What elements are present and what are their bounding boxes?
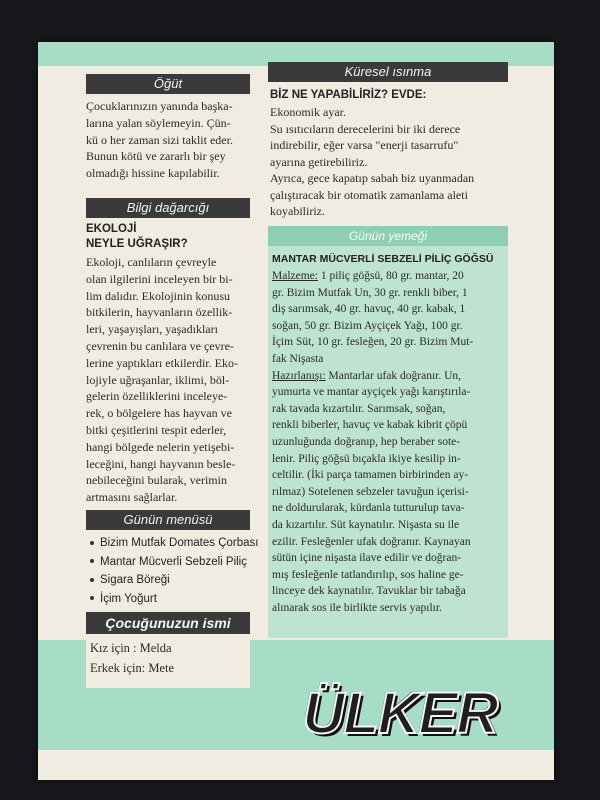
list-item bbox=[90, 553, 260, 572]
list-item bbox=[90, 534, 260, 553]
text-line bbox=[272, 368, 508, 385]
recipe-text bbox=[272, 268, 508, 616]
bullet-icon bbox=[90, 541, 94, 545]
kuresel-subtitle: BİZ NE YAPABİLİRİZ? EVDE: bbox=[270, 89, 427, 101]
text-line: bitkilerin, hayvanların özellik- bbox=[86, 305, 233, 320]
text-line: Ayrıca, gece kapatıp sabah biz uyanmadan bbox=[270, 171, 475, 185]
text-line-rest: Mantarlar ufak doğranır. Un, bbox=[325, 369, 462, 382]
menu-header: Günün menüsü bbox=[86, 510, 250, 530]
text-line: Çocuklarınızın yanında başka- bbox=[86, 99, 233, 113]
names-text bbox=[90, 638, 246, 678]
text-line: lenir. Piliç göğsü bıçakla ikiye kesilip in- bbox=[272, 452, 461, 465]
text-line: soğan, 50 gr. Bizim Ayçiçek Yağı, 100 gr. bbox=[272, 319, 463, 332]
text-line: hangi bölgede nelerin yetişebi- bbox=[86, 439, 235, 454]
bilgi-title-1: EKOLOJİ bbox=[86, 223, 137, 235]
bullet-icon bbox=[90, 578, 94, 582]
text-line: olmadığı hissine kapılabilir. bbox=[86, 166, 220, 181]
text-line: Ekoloji, canlıların çevreyle bbox=[86, 255, 217, 269]
text-line: da kızartılır. Süt kaynatılır. Nişasta su ile bbox=[272, 518, 460, 531]
yemek-header: Günün yemeği bbox=[268, 226, 508, 246]
text-line: lim dalıdır. Ekolojinin konusu bbox=[86, 288, 230, 303]
text-line: çevrenin bu canlılara ve çevre- bbox=[86, 338, 234, 353]
menu-list bbox=[90, 534, 260, 608]
text-line: gr. Bizim Mutfak Un, 30 gr. renkli biber, 1 bbox=[272, 286, 468, 299]
text-line: uzunluğunda doğranıp, hep beraber sote- bbox=[272, 435, 461, 448]
text-line: İçim Süt, 10 gr. fesleğen, 20 gr. Bizim Mut- bbox=[272, 336, 474, 349]
bullet-icon bbox=[90, 596, 94, 600]
text-line: indirebilir, eğer varsa "enerji tasarrufu" bbox=[270, 138, 459, 152]
recipe-card bbox=[38, 42, 554, 780]
malzeme-label: Malzeme: bbox=[272, 270, 318, 282]
text-line: ne doldurularak, kürdanla tutturulup tava- bbox=[272, 502, 465, 515]
text-line: kü o her zaman sizi taklit eder. bbox=[86, 132, 233, 147]
bilgi-title-2: NEYLE UĞRAŞIR? bbox=[86, 238, 188, 250]
hazirlanisi-label: Hazırlanışı: bbox=[272, 369, 326, 382]
text-line: sütün içine nişasta ilave edilir ve doğran- bbox=[272, 552, 462, 565]
text-line: linceye dek kaynatılır. Tavuklar bir tabağa bbox=[272, 585, 466, 598]
bullet-icon bbox=[90, 559, 94, 563]
text-line: çalıştıracak bir otomatik zamanlama aleti bbox=[270, 187, 468, 202]
text-line: ezilir. Fesleğenler ufak doğranır. Kaynayan bbox=[272, 535, 471, 548]
ulker-logo bbox=[286, 682, 514, 746]
text-line: leri, yaşayışları, yaşadıkları bbox=[86, 322, 218, 337]
text-line: lerine yaptıkları etkilerdir. Eko- bbox=[86, 355, 238, 370]
text-line-rest: 1 piliç göğsü, 80 gr. mantar, 20 bbox=[317, 270, 464, 282]
names-box bbox=[86, 634, 250, 688]
text-line: rak tavada kızartılır. Sarımsak, soğan, bbox=[272, 402, 446, 415]
text-line: gelerin özelliklerini inceleye- bbox=[86, 389, 228, 404]
text-line: rek, o bölgelere has hayvan ve bbox=[86, 406, 232, 421]
menu-item-label: Bizim Mutfak Domates Çorbası bbox=[100, 537, 259, 549]
isim-header: Çocuğunuzun ismi bbox=[86, 612, 250, 634]
menu-item-label: İçim Yoğurt bbox=[100, 592, 157, 605]
menu-item-label: Sigara Böreği bbox=[100, 574, 170, 586]
text-line: Su ısıtıcıların derecelerini bir iki derece bbox=[270, 121, 461, 136]
text-line: olan ilgilerini inceleyen bir bi- bbox=[86, 271, 233, 286]
bilgi-text bbox=[86, 254, 250, 506]
text-line: artmasını sağlarlar. bbox=[86, 490, 178, 505]
text-line: ayarına getirebiliriz. bbox=[270, 154, 368, 169]
text-line bbox=[272, 268, 508, 285]
list-item bbox=[90, 571, 260, 590]
logo-text: ÜLKER bbox=[302, 681, 498, 746]
text-line: Bunun kötü ve zararlı bir şey bbox=[86, 149, 226, 164]
text-line: bitki çeşitlerini tespit ederler, bbox=[86, 422, 227, 437]
text-line: nebileceğini bularak, verimin bbox=[86, 473, 227, 488]
name-row: Kız için : Melda bbox=[90, 641, 172, 655]
text-line: lojiyle uğraşanlar, iklimi, böl- bbox=[86, 372, 230, 387]
text-line: larına yalan söylemeyin. Çün- bbox=[86, 115, 231, 130]
bilgi-header: Bilgi dağarcığı bbox=[86, 198, 250, 218]
name-row: Erkek için: Mete bbox=[90, 661, 174, 675]
kuresel-text bbox=[270, 104, 508, 220]
text-line: koyabiliriz. bbox=[270, 204, 325, 218]
text-line: yumurta ve mantar ayçiçek yağı karıştırıla- bbox=[272, 386, 471, 399]
text-line: mış fesleğenle tatlandırılıp, sos haline ge- bbox=[272, 568, 464, 581]
text-line: renkli biberler, havuç ve kabak kibrit çöpü bbox=[272, 419, 468, 432]
text-line: leceğini, hangi hayvanın besle- bbox=[86, 456, 236, 471]
recipe-title: MANTAR MÜCVERLİ SEBZELİ PİLİÇ GÖĞSÜ bbox=[272, 253, 494, 265]
text-line: diş sarımsak, 40 gr. havuç, 40 gr. kabak, 1 bbox=[272, 303, 466, 316]
ogut-header: Öğüt bbox=[86, 74, 250, 94]
text-line: celtilir. (İki parça tamamen birbirinden ay- bbox=[272, 469, 469, 482]
text-line: alınarak sos ile birlikte servis yapılır. bbox=[272, 601, 442, 614]
list-item bbox=[90, 590, 260, 609]
kuresel-header: Küresel ısınma bbox=[268, 62, 508, 82]
ogut-text bbox=[86, 98, 250, 182]
text-line: rılmaz) Sotelenen sebzeler tavuğun içerisi- bbox=[272, 485, 469, 498]
text-line: fak Nişasta bbox=[272, 352, 324, 365]
menu-item-label: Mantar Mücverli Sebzeli Piliç bbox=[100, 555, 247, 568]
text-line: Ekonomik ayar. bbox=[270, 105, 346, 119]
